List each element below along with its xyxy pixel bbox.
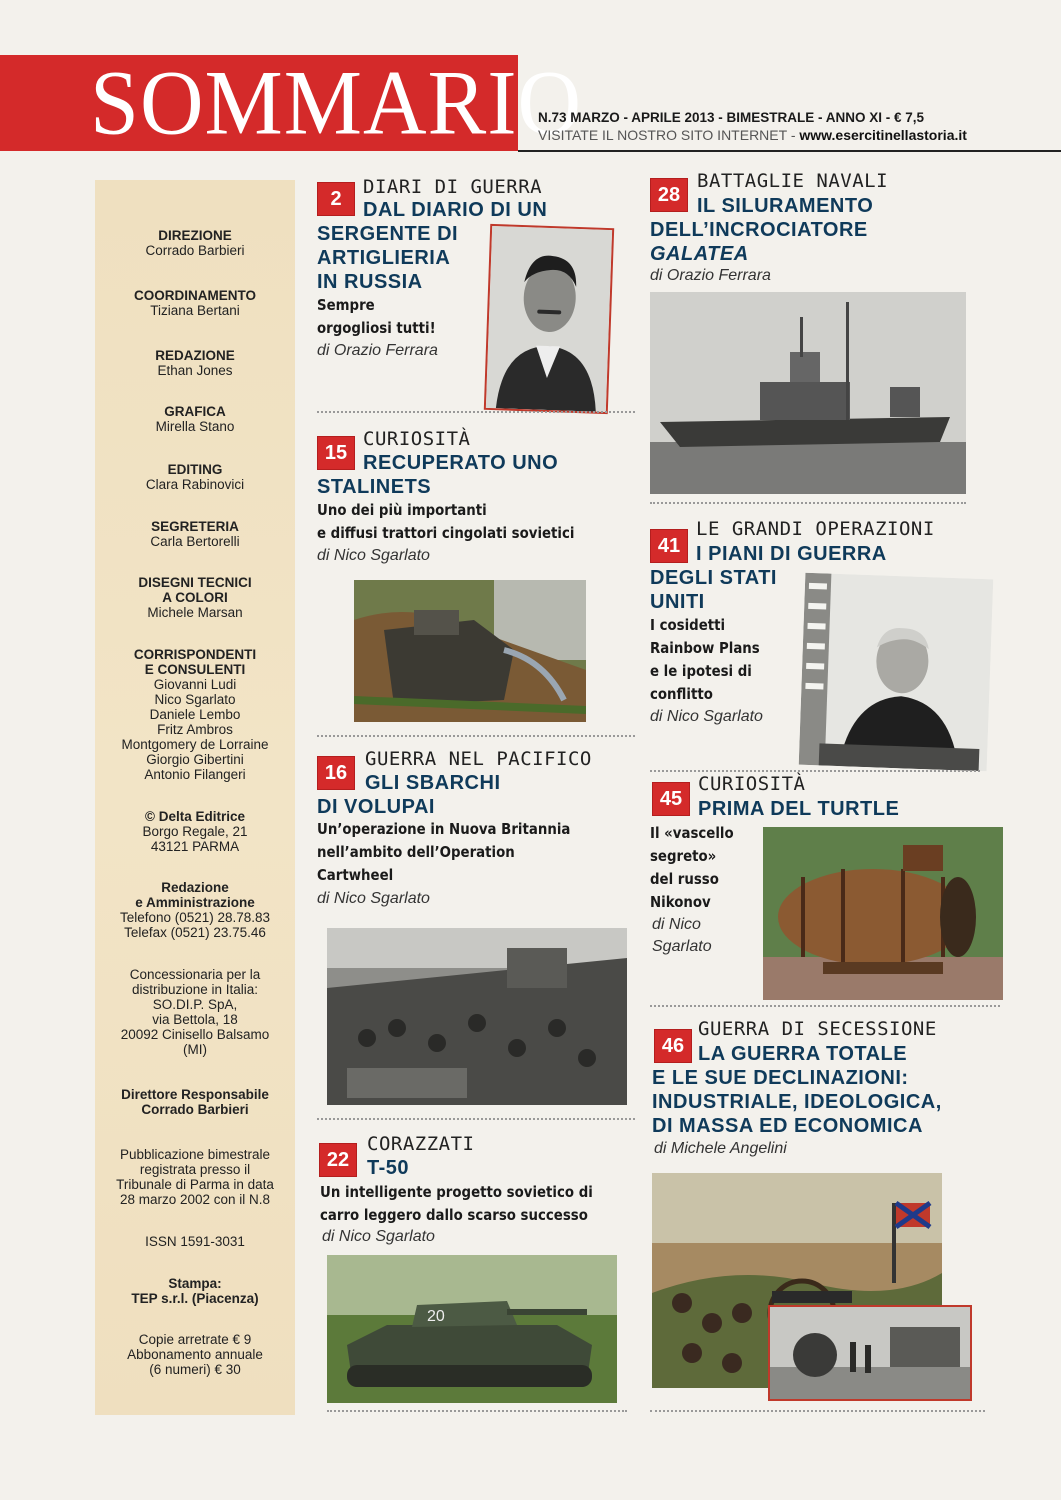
credit-direttore: Direttore Responsabile Corrado Barbieri (121, 1087, 269, 1117)
toc-entry-page-2[interactable] (317, 178, 637, 418)
article-title-line: IN RUSSIA (317, 271, 423, 293)
article-title-line: GALATEA (650, 243, 749, 265)
credit-editing: EDITING Clara Rabinovici (145, 462, 245, 492)
credit-redazione: REDAZIONE Ethan Jones (155, 348, 235, 378)
article-subtitle-line: nell’ambito dell’Operation (317, 843, 515, 861)
article-author: Sgarlato (652, 938, 712, 955)
article-title-line: DEGLI STATI (650, 567, 777, 589)
visit-text: VISITATE IL NOSTRO SITO INTERNET - (538, 127, 800, 143)
article-title-line: E LE SUE DECLINAZIONI: (652, 1067, 909, 1089)
article-category: DIARI DI GUERRA (363, 176, 543, 198)
credit-grafica: GRAFICA Mirella Stano (155, 404, 235, 434)
page-number-badge: 22 (319, 1143, 357, 1177)
credit-disegni: DISEGNI TECNICI A COLORI Michele Marsan (138, 575, 252, 620)
article-title-line: ARTIGLIERIA (317, 247, 451, 269)
article-author: di Michele Angelini (654, 1140, 787, 1157)
article-subtitle-line: Nikonov (650, 893, 711, 911)
article-subtitle-line: Cartwheel (317, 866, 394, 884)
article-author: di Nico (652, 916, 701, 933)
website-link[interactable]: www.esercitinellastoria.it (799, 127, 967, 143)
article-subtitle-line: Un’operazione in Nuova Britannia (317, 820, 571, 838)
article-category: CURIOSITÀ (698, 773, 806, 795)
article-subtitle-line: Rainbow Plans (650, 639, 760, 657)
article-author: di Nico Sgarlato (317, 547, 430, 564)
page-title: SOMMARIO (90, 52, 583, 155)
page-number-badge: 28 (650, 178, 688, 212)
article-subtitle-line: segreto» (650, 847, 717, 865)
article-category: GUERRA DI SECESSIONE (698, 1018, 937, 1040)
credit-amministrazione: Redazione e Amministrazione Telefono (0521) 28.78.83 Telefax (0521) 23.75.46 (119, 880, 271, 940)
visit-line (538, 127, 967, 143)
article-title-line: IL SILURAMENTO (697, 195, 874, 217)
divider-dots (317, 735, 635, 737)
page-number-badge: 41 (650, 529, 688, 563)
header-rule (518, 150, 1061, 152)
portrait-photo (484, 224, 614, 414)
credit-distribuzione: Concessionaria per la distribuzione in Italia: SO.DI.P. SpA, via Bettola, 18 20092 Cinisello Balsamo (MI) (120, 967, 270, 1057)
article-subtitle-line: e le ipotesi di (650, 662, 752, 680)
article-subtitle-line: Sempre (317, 296, 375, 314)
svg-text:20: 20 (427, 1308, 445, 1325)
article-author: di Orazio Ferrara (317, 342, 438, 359)
article-category: LE GRANDI OPERAZIONI (696, 518, 935, 540)
landing-photo (327, 928, 627, 1105)
article-subtitle-line: Il «vascello (650, 824, 734, 842)
credit-editore: © Delta Editrice Borgo Regale, 21 43121 PARMA (142, 809, 248, 854)
toc-entry-page-15[interactable] (317, 430, 637, 730)
divider-dots (317, 411, 635, 413)
article-title-line: DI MASSA ED ECONOMICA (652, 1115, 923, 1137)
divider-dots (650, 1410, 985, 1412)
article-subtitle-line: orgogliosi tutti! (317, 319, 436, 337)
divider-dots (650, 770, 980, 772)
article-subtitle-line: I cosidetti (650, 616, 726, 634)
admiral-photo (799, 573, 994, 771)
credit-stampa: Stampa: TEP s.r.l. (Piacenza) (131, 1276, 259, 1306)
article-subtitle-line: Uno dei più importanti (317, 501, 487, 519)
article-title-line: RECUPERATO UNO (363, 452, 559, 474)
article-category: CORAZZATI (367, 1133, 475, 1155)
toc-entry-page-46[interactable] (650, 1020, 1000, 1415)
toc-entry-page-28[interactable] (650, 172, 970, 502)
article-title-line: DI VOLUPAI (317, 796, 435, 818)
article-subtitle-line: del russo (650, 870, 719, 888)
article-title-line: PRIMA DEL TURTLE (698, 798, 900, 820)
page-number-badge: 46 (654, 1029, 692, 1063)
credit-segreteria: SEGRETERIA Carla Bertorelli (150, 519, 240, 549)
toc-entry-page-22[interactable] (317, 1135, 637, 1415)
divider-dots (650, 1005, 1000, 1007)
page-number-badge: 2 (317, 182, 355, 216)
divider-dots (317, 1118, 635, 1120)
article-subtitle-line: Un intelligente progetto sovietico di (320, 1183, 593, 1201)
toc-entry-page-16[interactable] (317, 750, 637, 1110)
cruiser-photo (650, 292, 966, 494)
article-author: di Orazio Ferrara (650, 267, 771, 284)
divider-dots (327, 1410, 627, 1412)
credit-registrazione: Pubblicazione bimestrale registrata presso il Tribunale di Parma in data 28 marzo 2002 con il N.8 (116, 1147, 274, 1207)
article-title-line: GLI SBARCHI (365, 772, 501, 794)
article-title-line: UNITI (650, 591, 705, 613)
issue-info: N.73 MARZO - APRILE 2013 - BIMESTRALE - ANNO XI - € 7,5 (538, 110, 925, 125)
credit-issn: ISSN 1591-3031 (145, 1234, 245, 1249)
article-category: GUERRA NEL PACIFICO (365, 748, 592, 770)
credit-prezzi: Copie arretrate € 9 Abbonamento annuale (6 numeri) € 30 (127, 1332, 263, 1377)
page-number-badge: 15 (317, 436, 355, 470)
article-category: BATTAGLIE NAVALI (697, 170, 889, 192)
article-category: CURIOSITÀ (363, 428, 471, 450)
toc-entry-page-41[interactable] (650, 520, 995, 770)
toc-entry-page-45[interactable] (650, 775, 1005, 1005)
article-subtitle-line: conflitto (650, 685, 713, 703)
article-author: di Nico Sgarlato (317, 890, 430, 907)
article-title-line: SERGENTE DI (317, 223, 459, 245)
article-title-line: DELL’INCROCIATORE (650, 219, 868, 241)
page-number-badge: 45 (652, 782, 690, 816)
article-subtitle-line: e diffusi trattori cingolati sovietici (317, 524, 575, 542)
article-author: di Nico Sgarlato (650, 708, 763, 725)
article-title-line: STALINETS (317, 476, 432, 498)
divider-dots (650, 502, 966, 504)
article-title-line: INDUSTRIALE, IDEOLOGICA, (652, 1091, 942, 1113)
article-author: di Nico Sgarlato (322, 1228, 435, 1245)
masthead-sidebar (95, 180, 295, 1415)
credit-corrispondenti: CORRISPONDENTI E CONSULENTI Giovanni Ludi Nico Sgarlato Daniele Lembo Fritz Ambros Montgomery de Lorraine Giorgio Gibertini Antonio Filangeri (121, 647, 269, 782)
article-title-line: I PIANI DI GUERRA (696, 543, 887, 565)
credit-coordinamento: COORDINAMENTO Tiziana Bertani (133, 288, 256, 318)
article-title-line: DAL DIARIO DI UN (363, 199, 548, 221)
page-number-badge: 16 (317, 756, 355, 790)
article-subtitle-line: carro leggero dallo scarso successo (320, 1206, 588, 1224)
civil-war-inset-photo (768, 1305, 972, 1401)
barrel-submarine-photo (763, 827, 1003, 1000)
article-title-line: LA GUERRA TOTALE (698, 1043, 908, 1065)
article-title-line: T-50 (367, 1157, 410, 1179)
credit-direzione: DIREZIONE Corrado Barbieri (145, 228, 245, 258)
tractor-photo (354, 580, 586, 722)
tank-photo (327, 1255, 617, 1403)
